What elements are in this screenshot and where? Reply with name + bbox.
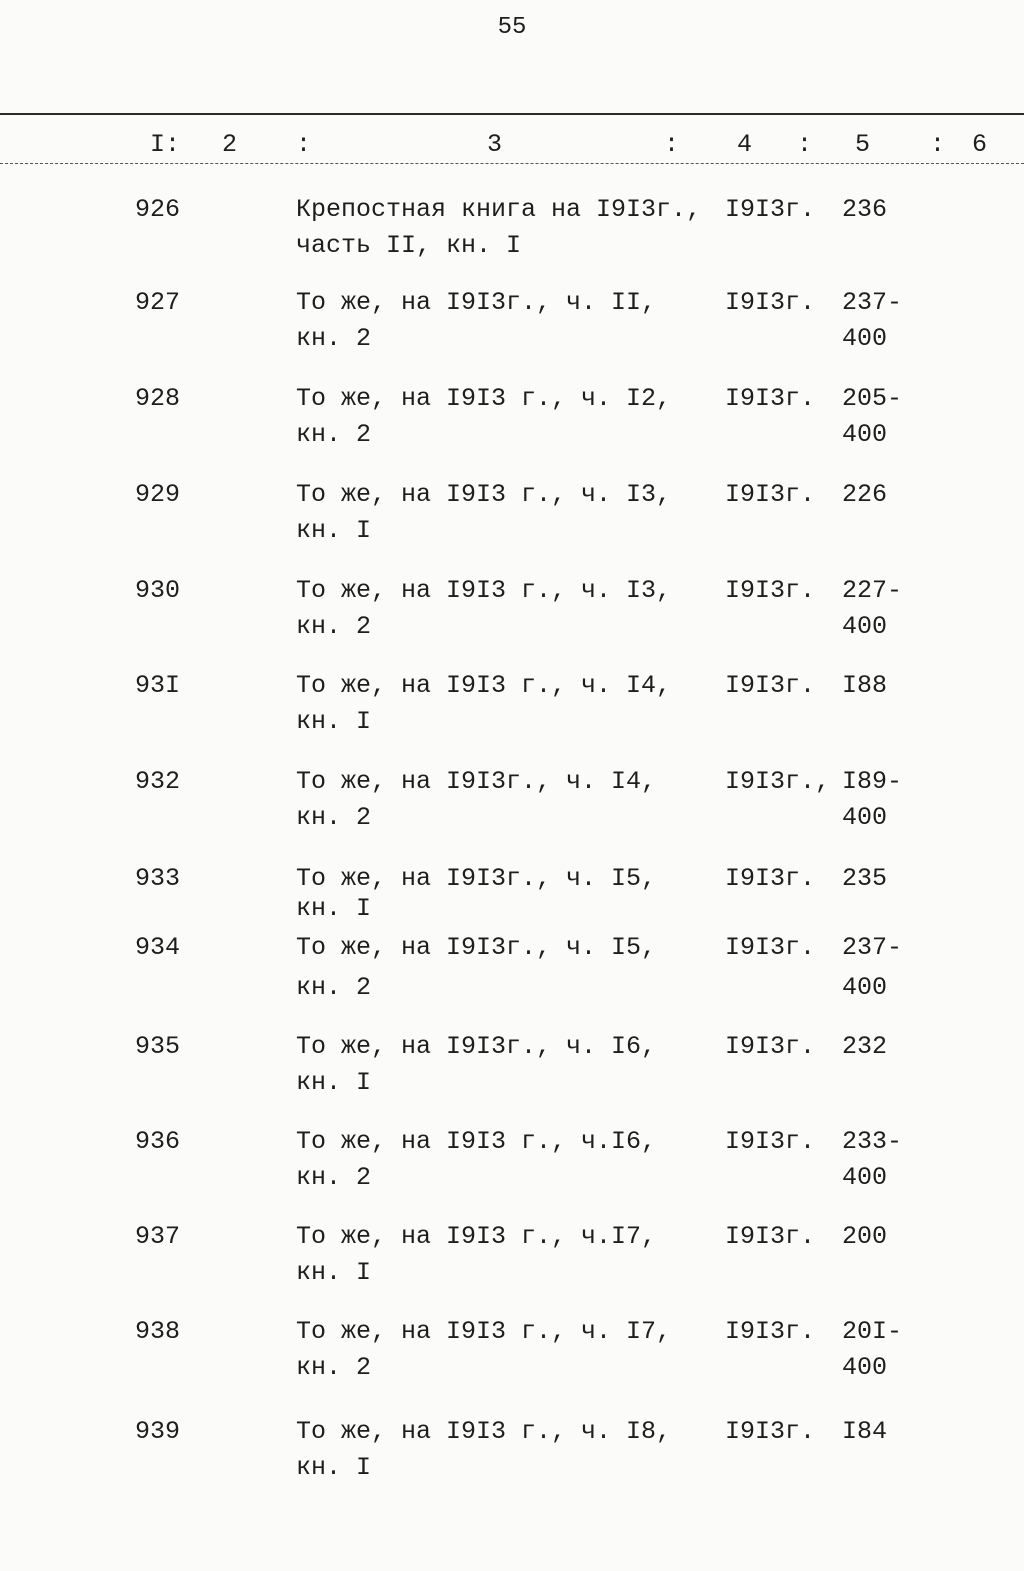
description-line: То же, на I9I3 г., ч. I2, bbox=[296, 384, 672, 413]
item-number: 929 bbox=[135, 480, 181, 509]
header-col-2: 2 bbox=[222, 130, 238, 159]
pages-line: 200 bbox=[842, 1222, 888, 1251]
item-description bbox=[296, 573, 671, 645]
item-number: 934 bbox=[135, 933, 181, 962]
pages-line: I89- bbox=[842, 767, 903, 796]
item-description bbox=[296, 1314, 671, 1386]
header-separator-2: : bbox=[664, 130, 680, 159]
description-line: кн. I bbox=[296, 1068, 372, 1097]
item-description bbox=[296, 381, 671, 453]
pages-line: 235 bbox=[842, 864, 888, 893]
item-number: 938 bbox=[135, 1317, 181, 1346]
header-col-4: 4 bbox=[737, 130, 753, 159]
item-date: I9I3г. bbox=[725, 1127, 816, 1156]
item-pages bbox=[842, 573, 902, 645]
item-number: 937 bbox=[135, 1222, 181, 1251]
header-top-rule bbox=[0, 113, 1024, 115]
item-date: I9I3г. bbox=[725, 864, 816, 893]
item-date: I9I3г., bbox=[725, 767, 831, 796]
description-line: То же, на I9I3г., ч. I4, bbox=[296, 767, 657, 796]
header-separator-3: : bbox=[797, 130, 813, 159]
description-line: То же, на I9I3г., ч. I5, bbox=[296, 933, 657, 962]
item-description bbox=[296, 668, 671, 740]
pages-line: 400 bbox=[842, 973, 888, 1002]
item-pages bbox=[842, 1314, 902, 1386]
pages-line: 400 bbox=[842, 420, 888, 449]
description-line: То же, на I9I3 г., ч.I7, bbox=[296, 1222, 657, 1251]
header-separator-4: : bbox=[930, 130, 946, 159]
item-date: I9I3г. bbox=[725, 671, 816, 700]
pages-line: 232 bbox=[842, 1032, 888, 1061]
item-date: I9I3г. bbox=[725, 1222, 816, 1251]
item-pages bbox=[842, 864, 887, 894]
pages-line: 237- bbox=[842, 933, 903, 962]
pages-line: I84 bbox=[842, 1417, 888, 1446]
item-pages bbox=[842, 192, 887, 228]
description-line: То же, на I9I3 г., ч.I6, bbox=[296, 1127, 657, 1156]
header-col-5: 5 bbox=[855, 130, 871, 159]
item-pages bbox=[842, 477, 887, 513]
item-description bbox=[296, 192, 701, 264]
pages-line: 400 bbox=[842, 1163, 888, 1192]
description-line: То же, на I9I3 г., ч. I7, bbox=[296, 1317, 672, 1346]
item-number: 936 bbox=[135, 1127, 181, 1156]
item-pages bbox=[842, 668, 887, 704]
pages-line: 400 bbox=[842, 324, 888, 353]
description-line: То же, на I9I3 г., ч. I3, bbox=[296, 480, 672, 509]
description-line: кн. 2 bbox=[296, 1163, 372, 1192]
item-date: I9I3г. bbox=[725, 480, 816, 509]
item-description bbox=[296, 1219, 656, 1291]
header-col-1: I: bbox=[150, 130, 181, 159]
header-bottom-rule bbox=[0, 163, 1024, 164]
item-number: 935 bbox=[135, 1032, 181, 1061]
item-description bbox=[296, 764, 656, 836]
item-number: 939 bbox=[135, 1417, 181, 1446]
pages-line: 400 bbox=[842, 612, 888, 641]
item-date: I9I3г. bbox=[725, 933, 816, 962]
item-date: I9I3г. bbox=[725, 195, 816, 224]
description-line: Крепостная книга на I9I3г., bbox=[296, 195, 702, 224]
description-line: То же, на I9I3г., ч. II, bbox=[296, 288, 657, 317]
item-number: 933 bbox=[135, 864, 181, 893]
item-number: 926 bbox=[135, 195, 181, 224]
item-pages bbox=[842, 1124, 902, 1196]
item-description bbox=[296, 928, 656, 1008]
description-line: кн. 2 bbox=[296, 1353, 372, 1382]
item-pages bbox=[842, 1029, 887, 1065]
item-description bbox=[296, 477, 671, 549]
pages-line: 400 bbox=[842, 1353, 888, 1382]
description-line: То же, на I9I3г., ч. I6, bbox=[296, 1032, 657, 1061]
item-number: 930 bbox=[135, 576, 181, 605]
item-pages bbox=[842, 928, 902, 1008]
page-number: 55 bbox=[497, 14, 527, 41]
header-col-6: 6 bbox=[972, 130, 988, 159]
description-line: кн. I bbox=[296, 1453, 372, 1482]
pages-line: I88 bbox=[842, 671, 888, 700]
pages-line: 20I- bbox=[842, 1317, 903, 1346]
header-separator-1: : bbox=[296, 130, 312, 159]
item-date: I9I3г. bbox=[725, 288, 816, 317]
description-line: кн. I bbox=[296, 894, 372, 923]
description-line: То же, на I9I3 г., ч. I4, bbox=[296, 671, 672, 700]
item-pages bbox=[842, 381, 902, 453]
item-pages bbox=[842, 764, 902, 836]
description-line: кн. 2 bbox=[296, 612, 372, 641]
item-date: I9I3г. bbox=[725, 576, 816, 605]
description-line: кн. 2 bbox=[296, 973, 372, 1002]
description-line: То же, на I9I3 г., ч. I3, bbox=[296, 576, 672, 605]
item-date: I9I3г. bbox=[725, 1032, 816, 1061]
header-col-3: 3 bbox=[487, 130, 503, 159]
item-pages bbox=[842, 1414, 887, 1450]
pages-line: 400 bbox=[842, 803, 888, 832]
description-line: кн. 2 bbox=[296, 324, 372, 353]
description-line: кн. 2 bbox=[296, 803, 372, 832]
item-number: 928 bbox=[135, 384, 181, 413]
item-pages bbox=[842, 1219, 887, 1255]
description-line: часть II, кн. I bbox=[296, 231, 522, 260]
item-number: 932 bbox=[135, 767, 181, 796]
item-description bbox=[296, 285, 656, 357]
item-date: I9I3г. bbox=[725, 1317, 816, 1346]
item-pages bbox=[842, 285, 902, 357]
item-number: 927 bbox=[135, 288, 181, 317]
pages-line: 205- bbox=[842, 384, 903, 413]
item-description bbox=[296, 864, 656, 924]
pages-line: 236 bbox=[842, 195, 888, 224]
description-line: кн. 2 bbox=[296, 420, 372, 449]
description-line: То же, на I9I3 г., ч. I8, bbox=[296, 1417, 672, 1446]
pages-line: 237- bbox=[842, 288, 903, 317]
description-line: кн. I bbox=[296, 707, 372, 736]
pages-line: 233- bbox=[842, 1127, 903, 1156]
item-date: I9I3г. bbox=[725, 384, 816, 413]
description-line: кн. I bbox=[296, 1258, 372, 1287]
pages-line: 227- bbox=[842, 576, 903, 605]
item-description bbox=[296, 1124, 656, 1196]
item-description bbox=[296, 1414, 671, 1486]
pages-line: 226 bbox=[842, 480, 888, 509]
description-line: То же, на I9I3г., ч. I5, bbox=[296, 864, 657, 893]
description-line: кн. I bbox=[296, 516, 372, 545]
item-date: I9I3г. bbox=[725, 1417, 816, 1446]
item-description bbox=[296, 1029, 656, 1101]
item-number: 93I bbox=[135, 671, 181, 700]
